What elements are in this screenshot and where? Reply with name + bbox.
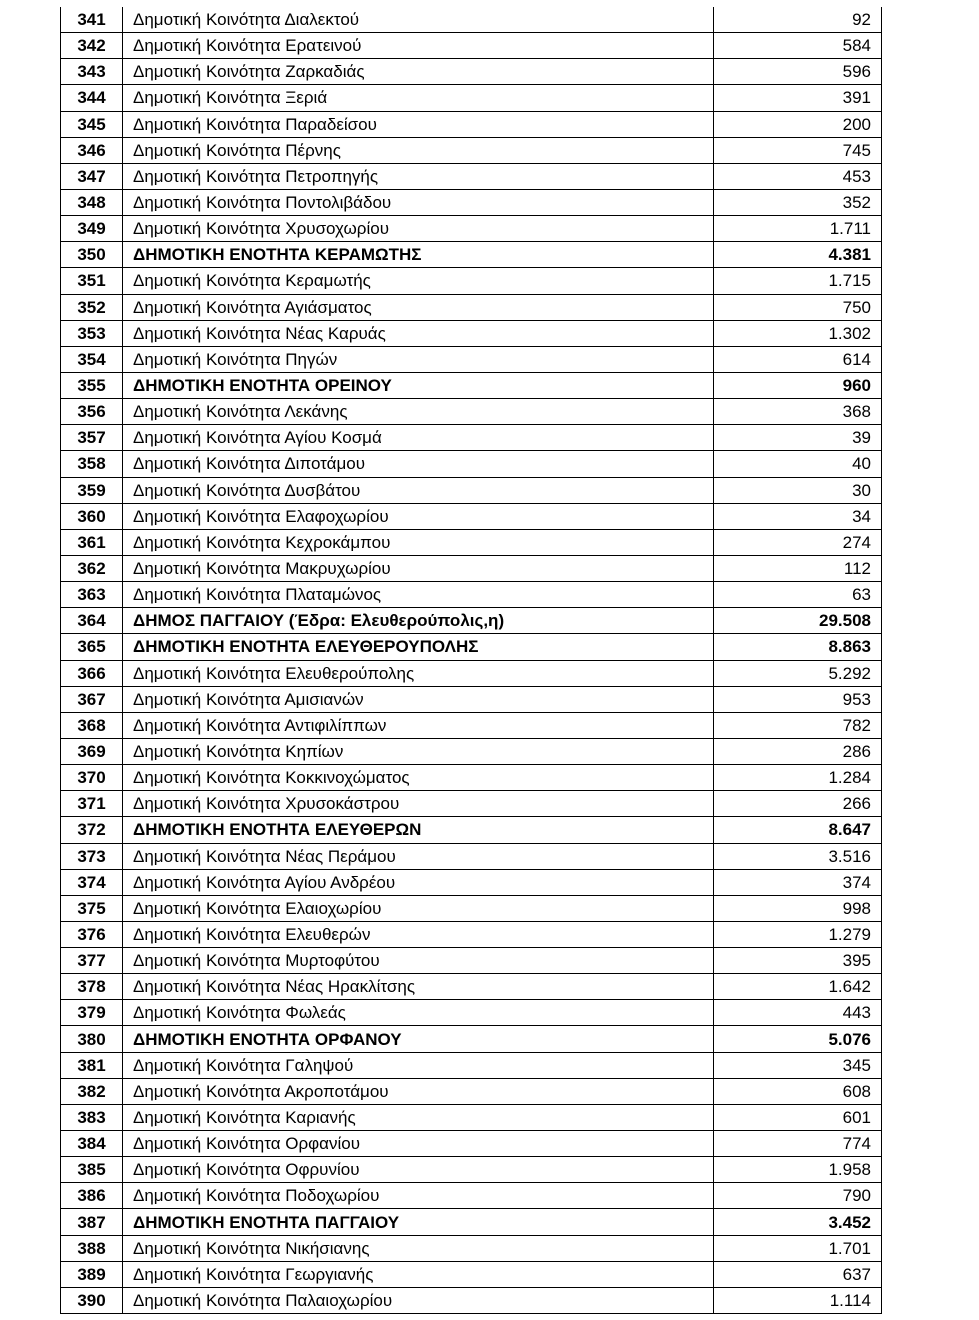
row-number-cell: 382 bbox=[61, 1078, 123, 1104]
community-name-cell: Δημοτική Κοινότητα Ελαιοχωρίου bbox=[123, 895, 714, 921]
community-name-cell: Δημοτική Κοινότητα Πλαταμώνος bbox=[123, 582, 714, 608]
row-number-cell: 372 bbox=[61, 817, 123, 843]
row-number-cell: 375 bbox=[61, 895, 123, 921]
table-row bbox=[61, 582, 882, 608]
population-value-cell: 750 bbox=[714, 294, 882, 320]
table-row bbox=[61, 765, 882, 791]
row-number-cell: 377 bbox=[61, 948, 123, 974]
row-number-cell: 368 bbox=[61, 712, 123, 738]
community-name-cell: Δημοτική Κοινότητα Οφρυνίου bbox=[123, 1157, 714, 1183]
row-number-cell: 376 bbox=[61, 921, 123, 947]
table-row-subtotal bbox=[61, 1209, 882, 1235]
row-number-cell: 366 bbox=[61, 660, 123, 686]
community-name-cell: Δημοτική Κοινότητα Ποδοχωρίου bbox=[123, 1183, 714, 1209]
population-value-cell: 608 bbox=[714, 1078, 882, 1104]
row-number-cell: 365 bbox=[61, 634, 123, 660]
community-name-cell: Δημοτική Κοινότητα Κεχροκάμπου bbox=[123, 529, 714, 555]
row-number-cell: 341 bbox=[61, 7, 123, 33]
row-number-cell: 354 bbox=[61, 346, 123, 372]
row-number-cell: 373 bbox=[61, 843, 123, 869]
row-number-cell: 384 bbox=[61, 1131, 123, 1157]
community-name-cell: Δημοτική Κοινότητα Μυρτοφύτου bbox=[123, 948, 714, 974]
community-name-cell: Δημοτική Κοινότητα Λεκάνης bbox=[123, 399, 714, 425]
row-number-cell: 360 bbox=[61, 503, 123, 529]
community-name-cell: ΔΗΜΟΣ ΠΑΓΓΑΙΟΥ (Έδρα: Ελευθερούπολις,η) bbox=[123, 608, 714, 634]
table-row bbox=[61, 1261, 882, 1287]
population-value-cell: 453 bbox=[714, 163, 882, 189]
table-row bbox=[61, 163, 882, 189]
community-name-cell: Δημοτική Κοινότητα Ακροποτάμου bbox=[123, 1078, 714, 1104]
population-value-cell: 274 bbox=[714, 529, 882, 555]
community-name-cell: Δημοτική Κοινότητα Αντιφιλίππων bbox=[123, 712, 714, 738]
population-value-cell: 3.516 bbox=[714, 843, 882, 869]
table-row bbox=[61, 7, 882, 33]
population-value-cell: 596 bbox=[714, 59, 882, 85]
table-row bbox=[61, 1183, 882, 1209]
community-name-cell: Δημοτική Κοινότητα Πετροπηγής bbox=[123, 163, 714, 189]
table-row bbox=[61, 59, 882, 85]
table-row-subtotal bbox=[61, 372, 882, 398]
table-row bbox=[61, 111, 882, 137]
row-number-cell: 367 bbox=[61, 686, 123, 712]
community-name-cell: Δημοτική Κοινότητα Ζαρκαδιάς bbox=[123, 59, 714, 85]
population-value-cell: 3.452 bbox=[714, 1209, 882, 1235]
row-number-cell: 363 bbox=[61, 582, 123, 608]
table-row bbox=[61, 1000, 882, 1026]
table-row bbox=[61, 686, 882, 712]
table-row bbox=[61, 895, 882, 921]
population-value-cell: 29.508 bbox=[714, 608, 882, 634]
table-row bbox=[61, 189, 882, 215]
population-value-cell: 63 bbox=[714, 582, 882, 608]
population-value-cell: 953 bbox=[714, 686, 882, 712]
community-name-cell: Δημοτική Κοινότητα Πηγών bbox=[123, 346, 714, 372]
row-number-cell: 369 bbox=[61, 738, 123, 764]
community-name-cell: ΔΗΜΟΤΙΚΗ ΕΝΟΤΗΤΑ ΕΛΕΥΘΕΡΟΥΠΟΛΗΣ bbox=[123, 634, 714, 660]
table-row-subtotal bbox=[61, 1026, 882, 1052]
table-row bbox=[61, 1287, 882, 1313]
row-number-cell: 345 bbox=[61, 111, 123, 137]
population-value-cell: 112 bbox=[714, 555, 882, 581]
row-number-cell: 386 bbox=[61, 1183, 123, 1209]
row-number-cell: 355 bbox=[61, 372, 123, 398]
population-value-cell: 4.381 bbox=[714, 242, 882, 268]
row-number-cell: 358 bbox=[61, 451, 123, 477]
row-number-cell: 383 bbox=[61, 1104, 123, 1130]
population-value-cell: 374 bbox=[714, 869, 882, 895]
population-value-cell: 368 bbox=[714, 399, 882, 425]
row-number-cell: 379 bbox=[61, 1000, 123, 1026]
population-table bbox=[60, 7, 882, 1314]
row-number-cell: 349 bbox=[61, 216, 123, 242]
community-name-cell: ΔΗΜΟΤΙΚΗ ΕΝΟΤΗΤΑ ΟΡΦΑΝΟΥ bbox=[123, 1026, 714, 1052]
community-name-cell: Δημοτική Κοινότητα Διποτάμου bbox=[123, 451, 714, 477]
row-number-cell: 357 bbox=[61, 425, 123, 451]
population-value-cell: 1.642 bbox=[714, 974, 882, 1000]
table-row bbox=[61, 425, 882, 451]
community-name-cell: Δημοτική Κοινότητα Κοκκινοχώματος bbox=[123, 765, 714, 791]
table-row bbox=[61, 399, 882, 425]
population-value-cell: 8.647 bbox=[714, 817, 882, 843]
row-number-cell: 390 bbox=[61, 1287, 123, 1313]
community-name-cell: Δημοτική Κοινότητα Ελαφοχωρίου bbox=[123, 503, 714, 529]
community-name-cell: Δημοτική Κοινότητα Δυσβάτου bbox=[123, 477, 714, 503]
row-number-cell: 388 bbox=[61, 1235, 123, 1261]
community-name-cell: Δημοτική Κοινότητα Ποντολιβάδου bbox=[123, 189, 714, 215]
row-number-cell: 346 bbox=[61, 137, 123, 163]
population-value-cell: 39 bbox=[714, 425, 882, 451]
community-name-cell: Δημοτική Κοινότητα Ελευθερούπολης bbox=[123, 660, 714, 686]
population-value-cell: 601 bbox=[714, 1104, 882, 1130]
population-value-cell: 345 bbox=[714, 1052, 882, 1078]
table-row bbox=[61, 85, 882, 111]
table-row bbox=[61, 477, 882, 503]
community-name-cell: Δημοτική Κοινότητα Χρυσοκάστρου bbox=[123, 791, 714, 817]
table-row bbox=[61, 738, 882, 764]
population-value-cell: 960 bbox=[714, 372, 882, 398]
population-value-cell: 352 bbox=[714, 189, 882, 215]
table-row bbox=[61, 1235, 882, 1261]
row-number-cell: 343 bbox=[61, 59, 123, 85]
population-value-cell: 8.863 bbox=[714, 634, 882, 660]
population-value-cell: 5.292 bbox=[714, 660, 882, 686]
table-row-subtotal bbox=[61, 634, 882, 660]
row-number-cell: 370 bbox=[61, 765, 123, 791]
population-value-cell: 200 bbox=[714, 111, 882, 137]
community-name-cell: Δημοτική Κοινότητα Νέας Καρυάς bbox=[123, 320, 714, 346]
population-value-cell: 1.711 bbox=[714, 216, 882, 242]
row-number-cell: 352 bbox=[61, 294, 123, 320]
population-value-cell: 1.701 bbox=[714, 1235, 882, 1261]
population-value-cell: 1.279 bbox=[714, 921, 882, 947]
table-row bbox=[61, 1131, 882, 1157]
row-number-cell: 344 bbox=[61, 85, 123, 111]
table-row bbox=[61, 1157, 882, 1183]
community-name-cell: Δημοτική Κοινότητα Διαλεκτού bbox=[123, 7, 714, 33]
table-row bbox=[61, 712, 882, 738]
population-value-cell: 1.302 bbox=[714, 320, 882, 346]
population-value-cell: 745 bbox=[714, 137, 882, 163]
community-name-cell: Δημοτική Κοινότητα Γεωργιανής bbox=[123, 1261, 714, 1287]
row-number-cell: 348 bbox=[61, 189, 123, 215]
table-row-subtotal bbox=[61, 608, 882, 634]
table-row bbox=[61, 555, 882, 581]
community-name-cell: Δημοτική Κοινότητα Ελευθερών bbox=[123, 921, 714, 947]
row-number-cell: 381 bbox=[61, 1052, 123, 1078]
community-name-cell: ΔΗΜΟΤΙΚΗ ΕΝΟΤΗΤΑ ΠΑΓΓΑΙΟΥ bbox=[123, 1209, 714, 1235]
population-value-cell: 774 bbox=[714, 1131, 882, 1157]
community-name-cell: ΔΗΜΟΤΙΚΗ ΕΝΟΤΗΤΑ ΟΡΕΙΝΟΥ bbox=[123, 372, 714, 398]
community-name-cell: Δημοτική Κοινότητα Παλαιοχωρίου bbox=[123, 1287, 714, 1313]
population-value-cell: 614 bbox=[714, 346, 882, 372]
population-value-cell: 782 bbox=[714, 712, 882, 738]
table-row bbox=[61, 294, 882, 320]
population-value-cell: 1.715 bbox=[714, 268, 882, 294]
community-name-cell: Δημοτική Κοινότητα Χρυσοχωρίου bbox=[123, 216, 714, 242]
community-name-cell: Δημοτική Κοινότητα Ορφανίου bbox=[123, 1131, 714, 1157]
table-row bbox=[61, 503, 882, 529]
row-number-cell: 380 bbox=[61, 1026, 123, 1052]
community-name-cell: Δημοτική Κοινότητα Ερατεινού bbox=[123, 33, 714, 59]
population-value-cell: 34 bbox=[714, 503, 882, 529]
row-number-cell: 359 bbox=[61, 477, 123, 503]
community-name-cell: ΔΗΜΟΤΙΚΗ ΕΝΟΤΗΤΑ ΚΕΡΑΜΩΤΗΣ bbox=[123, 242, 714, 268]
row-number-cell: 361 bbox=[61, 529, 123, 555]
row-number-cell: 378 bbox=[61, 974, 123, 1000]
table-row bbox=[61, 216, 882, 242]
population-value-cell: 92 bbox=[714, 7, 882, 33]
row-number-cell: 342 bbox=[61, 33, 123, 59]
community-name-cell: Δημοτική Κοινότητα Νέας Περάμου bbox=[123, 843, 714, 869]
population-value-cell: 40 bbox=[714, 451, 882, 477]
population-value-cell: 5.076 bbox=[714, 1026, 882, 1052]
row-number-cell: 374 bbox=[61, 869, 123, 895]
population-value-cell: 286 bbox=[714, 738, 882, 764]
table-row bbox=[61, 320, 882, 346]
row-number-cell: 353 bbox=[61, 320, 123, 346]
population-value-cell: 1.958 bbox=[714, 1157, 882, 1183]
table-row bbox=[61, 137, 882, 163]
community-name-cell: Δημοτική Κοινότητα Νέας Ηρακλίτσης bbox=[123, 974, 714, 1000]
table-row bbox=[61, 346, 882, 372]
population-value-cell: 790 bbox=[714, 1183, 882, 1209]
table-body bbox=[61, 7, 882, 1314]
table-row bbox=[61, 974, 882, 1000]
community-name-cell: Δημοτική Κοινότητα Φωλεάς bbox=[123, 1000, 714, 1026]
row-number-cell: 356 bbox=[61, 399, 123, 425]
community-name-cell: Δημοτική Κοινότητα Ξεριά bbox=[123, 85, 714, 111]
community-name-cell: Δημοτική Κοινότητα Γαληψού bbox=[123, 1052, 714, 1078]
community-name-cell: Δημοτική Κοινότητα Αμισιανών bbox=[123, 686, 714, 712]
table-row bbox=[61, 1052, 882, 1078]
table-row-subtotal bbox=[61, 817, 882, 843]
community-name-cell: Δημοτική Κοινότητα Κεραμωτής bbox=[123, 268, 714, 294]
row-number-cell: 362 bbox=[61, 555, 123, 581]
table-row bbox=[61, 948, 882, 974]
table-row bbox=[61, 529, 882, 555]
row-number-cell: 350 bbox=[61, 242, 123, 268]
community-name-cell: Δημοτική Κοινότητα Αγίου Κοσμά bbox=[123, 425, 714, 451]
community-name-cell: Δημοτική Κοινότητα Καριανής bbox=[123, 1104, 714, 1130]
population-value-cell: 395 bbox=[714, 948, 882, 974]
row-number-cell: 371 bbox=[61, 791, 123, 817]
community-name-cell: Δημοτική Κοινότητα Πέρνης bbox=[123, 137, 714, 163]
table-row bbox=[61, 921, 882, 947]
population-value-cell: 1.284 bbox=[714, 765, 882, 791]
community-name-cell: Δημοτική Κοινότητα Κηπίων bbox=[123, 738, 714, 764]
community-name-cell: Δημοτική Κοινότητα Παραδείσου bbox=[123, 111, 714, 137]
row-number-cell: 351 bbox=[61, 268, 123, 294]
table-row bbox=[61, 660, 882, 686]
community-name-cell: Δημοτική Κοινότητα Νικήσιανης bbox=[123, 1235, 714, 1261]
population-value-cell: 391 bbox=[714, 85, 882, 111]
table-row bbox=[61, 1104, 882, 1130]
row-number-cell: 389 bbox=[61, 1261, 123, 1287]
row-number-cell: 385 bbox=[61, 1157, 123, 1183]
population-value-cell: 30 bbox=[714, 477, 882, 503]
table-row bbox=[61, 1078, 882, 1104]
row-number-cell: 387 bbox=[61, 1209, 123, 1235]
table-row bbox=[61, 843, 882, 869]
community-name-cell: Δημοτική Κοινότητα Αγίου Ανδρέου bbox=[123, 869, 714, 895]
population-value-cell: 1.114 bbox=[714, 1287, 882, 1313]
community-name-cell: ΔΗΜΟΤΙΚΗ ΕΝΟΤΗΤΑ ΕΛΕΥΘΕΡΩΝ bbox=[123, 817, 714, 843]
population-value-cell: 266 bbox=[714, 791, 882, 817]
row-number-cell: 347 bbox=[61, 163, 123, 189]
table-row-subtotal bbox=[61, 242, 882, 268]
community-name-cell: Δημοτική Κοινότητα Αγιάσματος bbox=[123, 294, 714, 320]
population-value-cell: 998 bbox=[714, 895, 882, 921]
population-value-cell: 443 bbox=[714, 1000, 882, 1026]
community-name-cell: Δημοτική Κοινότητα Μακρυχωρίου bbox=[123, 555, 714, 581]
table-row bbox=[61, 33, 882, 59]
population-value-cell: 637 bbox=[714, 1261, 882, 1287]
table-row bbox=[61, 268, 882, 294]
table-row bbox=[61, 869, 882, 895]
population-value-cell: 584 bbox=[714, 33, 882, 59]
table-row bbox=[61, 791, 882, 817]
row-number-cell: 364 bbox=[61, 608, 123, 634]
table-row bbox=[61, 451, 882, 477]
